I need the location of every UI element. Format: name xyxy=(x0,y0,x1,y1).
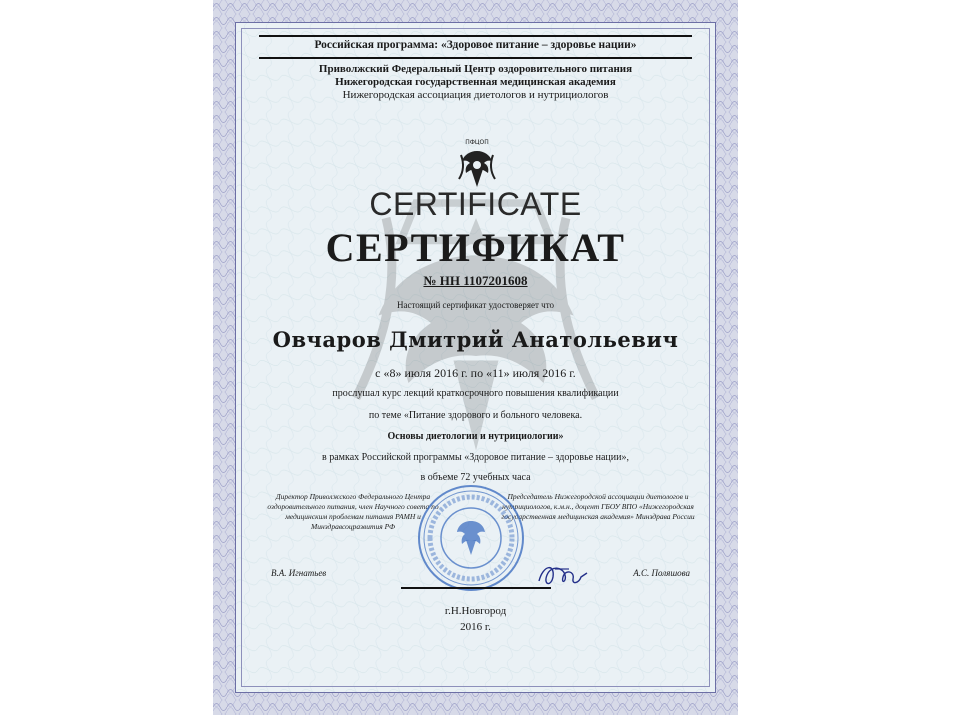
organization-2: Нижегородская государственная медицинская академия xyxy=(335,76,616,88)
emblem-label: ПФЦОП xyxy=(465,139,489,146)
official-stamp-icon xyxy=(416,483,526,593)
left-signatory-title: Директор Приволжского Федерального Центра оздоровительного питания, член Научного совета по медицинским проблемам питания РАМН и Минздравсоцразвития РФ xyxy=(267,492,439,532)
certifies-text: Настоящий сертификат удостоверяет что xyxy=(396,300,555,310)
title-russian: СЕРТИФИКАТ xyxy=(325,225,626,270)
left-signatory-name: В.А. Игнатьев xyxy=(271,568,327,578)
handwritten-signature-icon xyxy=(535,555,605,595)
course-hours: в объеме 72 учебных часа xyxy=(420,472,531,483)
header-top-rule xyxy=(259,35,692,37)
eagle-emblem-icon xyxy=(454,145,500,191)
right-signatory-name: А.С. Поляшова xyxy=(633,568,690,578)
course-dates: с «8» июля 2016 г. по «11» июля 2016 г. xyxy=(375,366,576,380)
title-english: CERTIFICATE xyxy=(369,186,582,222)
course-description: прослушал курс лекций краткосрочного повышения квалификации xyxy=(332,388,619,399)
right-signatory-title: Председатель Нижегородской ассоциации диетологов и нутрициологов, к.м.н., доцент ГБОУ ВПО «Нижегородская государственная медицинская академия» Минздрава России xyxy=(501,492,695,522)
certificate xyxy=(213,0,738,715)
course-topic: по теме «Питание здорового и больного человека. xyxy=(368,410,583,421)
header-bottom-rule xyxy=(259,57,692,59)
course-topic-continued: Основы диетологии и нутрициологии» xyxy=(387,431,564,442)
program-title: Российская программа: «Здоровое питание – здоровье нации» xyxy=(314,39,637,51)
program-reference: в рамках Российской программы «Здоровое питание – здоровье нации», xyxy=(322,452,629,463)
footer-rule xyxy=(401,587,551,589)
organization-1: Приволжский Федеральный Центр оздоровительного питания xyxy=(318,63,633,75)
issue-year: 2016 г. xyxy=(460,621,491,633)
issue-city: г.Н.Новгород xyxy=(444,605,507,617)
organization-3: Нижегородская ассоциация диетологов и нутрициологов xyxy=(342,89,609,101)
certificate-number: № НН 1107201608 xyxy=(423,273,528,288)
recipient-name: Овчаров Дмитрий Анатольевич xyxy=(272,327,679,352)
